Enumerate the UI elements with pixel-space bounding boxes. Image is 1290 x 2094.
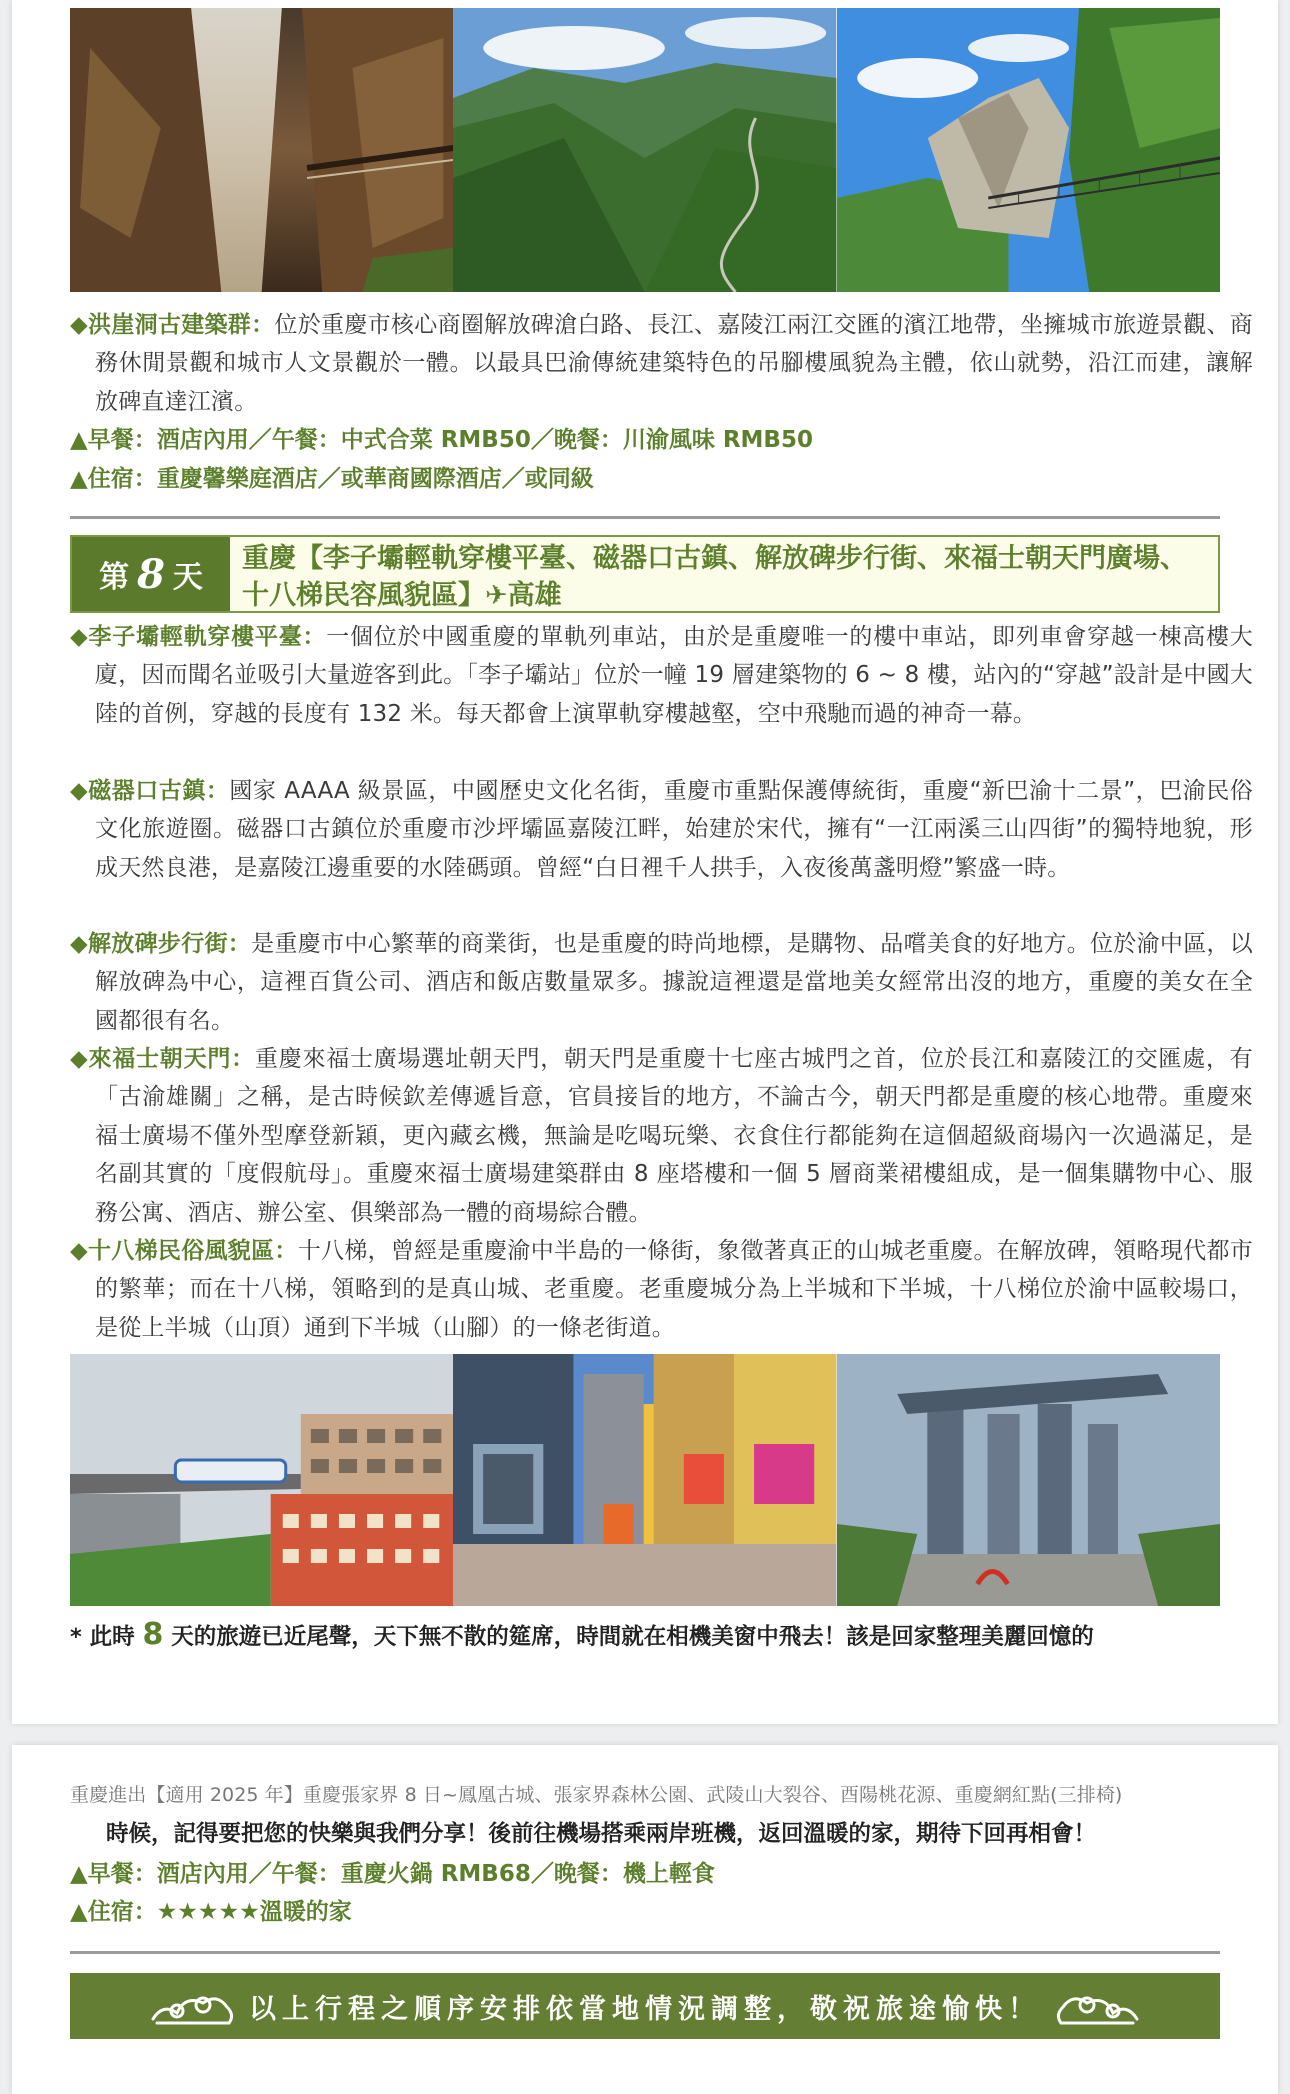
section-title: 磁器口古鎮： bbox=[88, 778, 230, 804]
divider bbox=[70, 1951, 1220, 1954]
day8-hotel: ▲住宿：★★★★★溫暖的家 bbox=[70, 1899, 352, 1925]
closing-day-count: 8 bbox=[142, 1617, 164, 1652]
closing-banner bbox=[70, 1973, 1220, 2039]
section-text: 一個位於中國重慶的單軌列車站，由於是重慶唯一的樓中車站，即列車會穿越一棟高樓大廈，因而聞名並吸引大量遊客到此。「李子壩站」位於一幢 19 層建築物的 6 ~ 8 樓，站內的“穿越”設計是中國大陸的首例，穿越的長度有 132 米。每天都會上演單軌穿樓越壑，空中飛馳而過的神奇一幕。 bbox=[95, 624, 1253, 727]
hongyadong-description bbox=[70, 306, 1253, 421]
day-8-header bbox=[70, 535, 1220, 613]
bullet-icon: ◆ bbox=[70, 778, 89, 804]
section-ciqikou bbox=[70, 772, 1253, 887]
section-text: 國家 AAAA 級景區，中國歷史文化名街，重慶市重點保護傳統街，重慶“新巴渝十二景”，巴渝民俗文化旅遊圈。磁器口古鎮位於重慶市沙坪壩區嘉陵江畔，始建於宋代，擁有“一江兩溪三山四街”的獨特地貌，形成天然良港，是嘉陵江邊重要的水陸碼頭。曾經“白日裡千人拱手，入夜後萬盞明燈”繁盛一時。 bbox=[95, 778, 1253, 881]
auspicious-cloud-icon bbox=[147, 1983, 239, 2029]
closing-note-line1 bbox=[70, 1616, 1228, 1656]
day-8-label bbox=[72, 537, 230, 611]
closing-star: * bbox=[70, 1624, 82, 1650]
section-text: 是重慶市中心繁華的商業街，也是重慶的時尚地標，是購物、品嚐美食的好地方。位於渝中區，以解放碑為中心，這裡百貨公司、酒店和飯店數量眾多。據說這裡還是當地美女經常出沒的地方，重慶的美女在全國都很有名。 bbox=[95, 931, 1254, 1034]
bottom-photo-row bbox=[70, 1354, 1220, 1606]
banner-text: 以上行程之順序安排依當地情況調整，敬祝旅途愉快！ bbox=[249, 1993, 1041, 2025]
top-photo-row bbox=[70, 8, 1220, 292]
day-suffix: 天 bbox=[172, 560, 203, 595]
day8-meals: ▲早餐：酒店內用／午餐：重慶火鍋 RMB68／晚餐：機上輕食 bbox=[70, 1861, 715, 1887]
jiefangbei-pedestrian-street-photo bbox=[453, 1354, 836, 1606]
liziba-monorail-through-building-photo bbox=[70, 1354, 453, 1606]
bullet-icon: ◆ bbox=[70, 624, 89, 650]
section-liziba bbox=[70, 618, 1253, 733]
section-title: 李子壩輕軌穿樓平臺： bbox=[88, 624, 327, 650]
day7-hotel: ▲住宿：重慶馨樂庭酒店／或華商國際酒店／或同級 bbox=[70, 466, 594, 492]
section-text: 重慶來福士廣場選址朝天門，朝天門是重慶十七座古城門之首，位於長江和嘉陵江的交匯處，有「古渝雄關」之稱，是古時候欽差傳遞旨意，官員接旨的地方，不論古今，朝天門都是重慶的核心地帶。重慶來福士廣場不僅外型摩登新穎，更內藏玄機，無論是吃喝玩樂、衣食住行都能夠在這個超級商場內一次過滿足，是名副其實的「度假航母」。重慶來福士廣場建築群由 8 座塔樓和一個 5 層商業裙樓組成，是一個集購物中心、服務公寓、酒店、辦公室、俱樂部為一體的商場綜合體。 bbox=[95, 1046, 1253, 1226]
section-title: 十八梯民俗風貌區： bbox=[88, 1238, 298, 1264]
auspicious-cloud-icon bbox=[1051, 1983, 1143, 2029]
bullet-icon: ◆ bbox=[70, 931, 88, 957]
canyon-plank-walkway-photo bbox=[70, 8, 453, 292]
section-shibati bbox=[70, 1232, 1253, 1347]
section-raffles bbox=[70, 1040, 1253, 1232]
section-title: 來福士朝天門： bbox=[88, 1046, 255, 1072]
day-number: 8 bbox=[137, 550, 165, 598]
raffles-city-chaotianmen-photo bbox=[837, 1354, 1220, 1606]
bullet-icon: ◆ bbox=[70, 1046, 89, 1072]
section-jiefangbei bbox=[70, 925, 1253, 1040]
hongyadong-text: 位於重慶市核心商圈解放碑滄白路、長江、嘉陵江兩江交匯的濱江地帶，坐擁城市旅遊景觀、商務休閒景觀和城市人文景觀於一體。以最具巴渝傳統建築特色的吊腳樓風貌為主體，依山就勢，沿江而建，讓解放碑直達江濱。 bbox=[95, 312, 1253, 415]
itinerary-page-2 bbox=[12, 1745, 1278, 2094]
cliff-suspension-bridge-photo bbox=[837, 8, 1220, 292]
closing-text: 天的旅遊已近尾聲，天下無不散的筵席，時間就在相機美窗中飛去！該是回家整理美麗回憶的 bbox=[171, 1624, 1094, 1650]
closing-note-line2: 時候，記得要把您的快樂與我們分享！後前往機場搭乘兩岸班機，返回溫暖的家，期待下回再相會！ bbox=[106, 1821, 1097, 1847]
hongyadong-title: 洪崖洞古建築群： bbox=[88, 312, 275, 338]
section-text: 十八梯，曾經是重慶渝中半島的一條街，象徵著真正的山城老重慶。在解放碑，領略現代都市的繁華；而在十八梯，領略到的是真山城、老重慶。老重慶城分為上半城和下半城，十八梯位於渝中區較場口，是從上半城（山頂）通到下半城（山腳）的一條老街道。 bbox=[95, 1238, 1253, 1341]
day-8-title: 重慶【李子壩輕軌穿樓平臺、磁器口古鎮、解放碑步行街、來福士朝天門廣場、十八梯民容風貌區】✈高雄 bbox=[242, 543, 1187, 611]
divider bbox=[70, 516, 1220, 519]
section-title: 解放碑步行街： bbox=[88, 931, 252, 957]
itinerary-page bbox=[12, 0, 1278, 1724]
day-prefix: 第 bbox=[99, 560, 130, 595]
page-header: 重慶進出【適用 2025 年】重慶張家界 8 日~鳳凰古城、張家界森林公園、武陵山大裂谷、酉陽桃花源、重慶網紅點(三排椅) bbox=[70, 1784, 1123, 1806]
day7-meals: ▲早餐：酒店內用／午餐：中式合菜 RMB50／晚餐：川渝風味 RMB50 bbox=[70, 427, 813, 453]
bullet-icon: ◆ bbox=[70, 1238, 88, 1264]
green-mountain-valley-photo bbox=[453, 8, 836, 292]
closing-prefix: 此時 bbox=[89, 1624, 135, 1650]
bullet-icon: ◆ bbox=[70, 312, 88, 338]
